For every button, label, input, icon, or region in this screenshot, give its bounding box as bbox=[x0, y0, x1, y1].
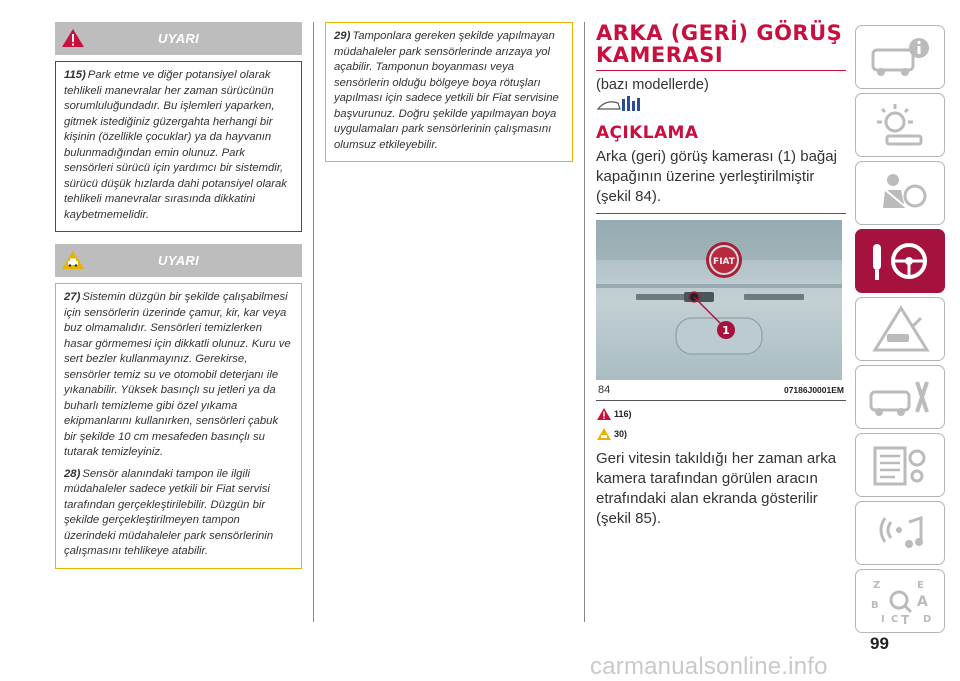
description-heading: AÇIKLAMA bbox=[596, 123, 699, 143]
model-equipment-icon bbox=[596, 95, 646, 113]
car-warning-icon bbox=[61, 250, 85, 270]
multimedia-icon bbox=[865, 508, 935, 558]
fiat-logo-text: FIAT bbox=[713, 257, 735, 267]
warning-title: UYARI bbox=[158, 253, 199, 268]
warning-ref[interactable]: 116) bbox=[596, 407, 846, 421]
column-divider bbox=[584, 22, 585, 622]
column-divider bbox=[313, 22, 314, 622]
page-number: 99 bbox=[870, 634, 889, 653]
tab-index[interactable] bbox=[855, 569, 945, 633]
tab-service[interactable] bbox=[855, 365, 945, 429]
warning-road-icon bbox=[865, 304, 935, 354]
svg-text:D: D bbox=[923, 614, 932, 625]
warning-box bbox=[55, 61, 302, 232]
rear-camera-photo bbox=[596, 220, 842, 380]
warning-ref[interactable]: 30) bbox=[596, 427, 846, 441]
dashboard-lights-icon bbox=[865, 100, 935, 150]
warning-box bbox=[55, 283, 302, 569]
svg-text:Z: Z bbox=[873, 580, 881, 591]
callout-number: 1 bbox=[722, 324, 730, 337]
svg-text:I: I bbox=[881, 614, 885, 625]
warning-item: 28) Sensör alanındaki tampon ile ilgili müdahaleler sadece yetkili bir Fiat servisi tarafından gerçekleştirilebilir. Düzgün bir şekilde gerçekleştirilmeyen tampon üzerindeki müdahaleler park sensörlerinin çalışmasını tehlikeye atabilir. bbox=[64, 467, 274, 557]
column-3 bbox=[596, 22, 846, 529]
svg-text:A: A bbox=[917, 594, 928, 610]
figure-caption bbox=[596, 380, 846, 398]
model-note: (bazı modellerde) bbox=[596, 77, 709, 93]
figure bbox=[596, 213, 846, 401]
warning-box bbox=[325, 22, 573, 162]
description-paragraph: Geri vitesin takıldığı her zaman arka kamera tarafından görülen aracın etrafındaki alan ekranda gösterilir (şekil 85). bbox=[596, 450, 837, 527]
svg-text:B: B bbox=[871, 600, 879, 611]
tab-car-info[interactable] bbox=[855, 25, 945, 89]
svg-text:E: E bbox=[917, 580, 924, 591]
warning-header bbox=[55, 22, 302, 55]
svg-text:C: C bbox=[891, 614, 899, 625]
warning-header bbox=[55, 244, 302, 277]
column-1 bbox=[55, 22, 302, 569]
column-2 bbox=[325, 22, 573, 162]
figure-code: 07186J0001EM bbox=[783, 385, 844, 395]
index-icon bbox=[865, 576, 935, 626]
car-service-icon bbox=[865, 372, 935, 422]
warning-title: UYARI bbox=[158, 31, 199, 46]
tab-emergency[interactable] bbox=[855, 297, 945, 361]
warning-item: 27) Sistemin düzgün bir şekilde çalışabilmesi için sensörlerin üzerinde çamur, kir, kar veya buz olmamalıdır. Sensörleri temizlerken hasar görmemesi için dikkatli olunuz. Kuru ve sert bezler kullanmayınız. Gerekirse, sensörler temiz su ve otomobil deterjanı ile yıkanabilir. Yüksek basınçlı su jetleri ya da buharlı temizleme gibi özel yıkama ekipmanlarını kullanırken, sensörleri çabuk bir şekilde 10 cm mesafeden basınçlı su tutarak temizleyiniz. bbox=[64, 291, 291, 458]
technical-data-icon bbox=[865, 440, 935, 490]
title-rule bbox=[596, 70, 846, 71]
danger-triangle-icon bbox=[61, 28, 85, 48]
caution-triangle-icon bbox=[596, 427, 612, 441]
warning-item: 115) Park etme ve diğer potansiyel olarak tehlikeli manevralar her zaman sürücünün sorumluluğundadır. Bu işlemleri yaparken, gitmek istediğiniz güzergahta herhangi bir kişinin (özellikle çocuklar) ya da hayvanın bulunmadığından emin olunuz. Park sensörleri sürücü için yardımcı bir sistemdir, sürücü düşük hızlarda dahi potansiyel olarak tehlikeli manevralar sırasında dikkatini kaybetmemelidir. bbox=[64, 69, 287, 221]
safety-airbag-icon bbox=[865, 168, 935, 218]
chapter-sidebar bbox=[855, 25, 947, 637]
car-info-icon bbox=[865, 32, 935, 82]
tab-technical-data[interactable] bbox=[855, 433, 945, 497]
svg-text:T: T bbox=[901, 613, 910, 626]
tab-safety[interactable] bbox=[855, 161, 945, 225]
description-paragraph: Arka (geri) görüş kamerası (1) bağaj kapağının üzerine yerleştirilmiştir (şekil 84). bbox=[596, 148, 837, 205]
tab-dashboard-lights[interactable] bbox=[855, 93, 945, 157]
warning-item: 29) Tamponlara gereken şekilde yapılmayan müdahaleler park sensörlerinde arızaya yol açabilir. Tamponun boyanması veya sensörlerin olduğu bölgeye boya rötuşları yapılması için sadece yetkili bir Fiat servisine başvurunuz. Doğru şekilde yapılmayan boya uygulamaları park sensörlerinin çalışmasını olumsuz etkileyebilir. bbox=[334, 30, 559, 151]
danger-triangle-icon bbox=[596, 407, 612, 421]
watermark: carmanualsonline.info bbox=[590, 653, 828, 680]
tab-starting-driving[interactable] bbox=[855, 229, 945, 293]
section-title: ARKA (GERİ) GÖRÜŞ KAMERASI bbox=[596, 21, 843, 67]
tab-multimedia[interactable] bbox=[855, 501, 945, 565]
steering-key-icon bbox=[865, 236, 935, 286]
figure-number: 84 bbox=[598, 384, 611, 396]
